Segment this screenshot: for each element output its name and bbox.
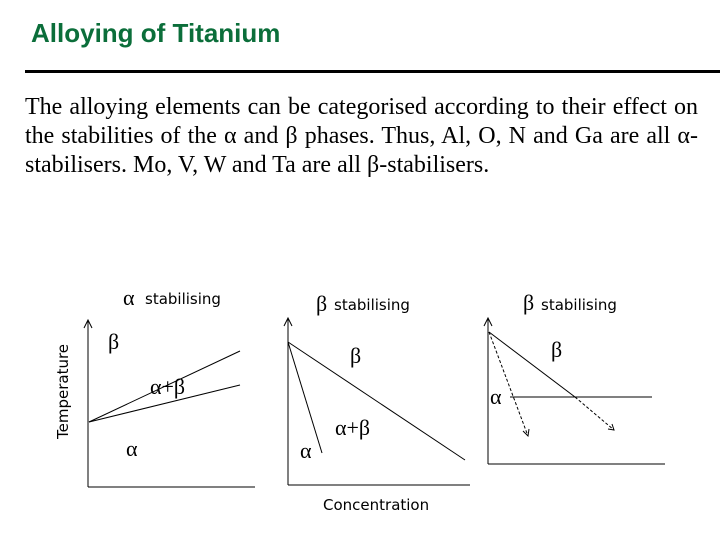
panel-2-heading-text: stabilising: [334, 296, 410, 314]
x-axis-label: Concentration: [323, 496, 430, 514]
panel-1-phase-beta: β: [108, 329, 120, 354]
slide-title: Alloying of Titanium: [31, 18, 281, 48]
panel-2-heading-symbol: β: [316, 291, 328, 316]
panel-3-alpha-solvus-arrow: [523, 429, 529, 436]
panel-2-phase-beta: β: [350, 343, 362, 368]
panel-2-phase-alpha: α: [300, 438, 312, 463]
panel-beta-stabilising-eutectoid: [484, 290, 665, 464]
panel-3-heading-symbol: β: [523, 290, 535, 315]
panel-1-phase-alpha: α: [126, 436, 138, 461]
panel-alpha-stabilising: [84, 285, 255, 487]
phase-diagrams: [0, 270, 720, 540]
panel-2-alpha-transus-line: [288, 342, 322, 453]
panel-1-heading-symbol: α: [123, 285, 135, 310]
panel-1-heading-text: stabilising: [145, 290, 221, 308]
panel-1-phase-alpha-beta: α+β: [150, 374, 186, 399]
panel-3-phase-alpha: α: [490, 384, 502, 409]
panel-2-beta-transus-line: [288, 342, 465, 460]
panel-2-phase-alpha-beta: α+β: [335, 415, 371, 440]
panel-3-compound-dashed: [575, 397, 614, 430]
panel-beta-stabilising: [284, 291, 470, 485]
body-paragraph: The alloying elements can be categorised according to their effect on the stabilities of the α and β phases. Thus, Al, O, N and Ga are all α-stabilisers. Mo, V, W and Ta are all β-stabilisers.: [25, 94, 698, 178]
panel-3-heading-text: stabilising: [541, 296, 617, 314]
title-divider: [25, 70, 720, 73]
y-axis-label: Temperature: [54, 343, 72, 439]
panel-3-phase-beta: β: [551, 337, 563, 362]
